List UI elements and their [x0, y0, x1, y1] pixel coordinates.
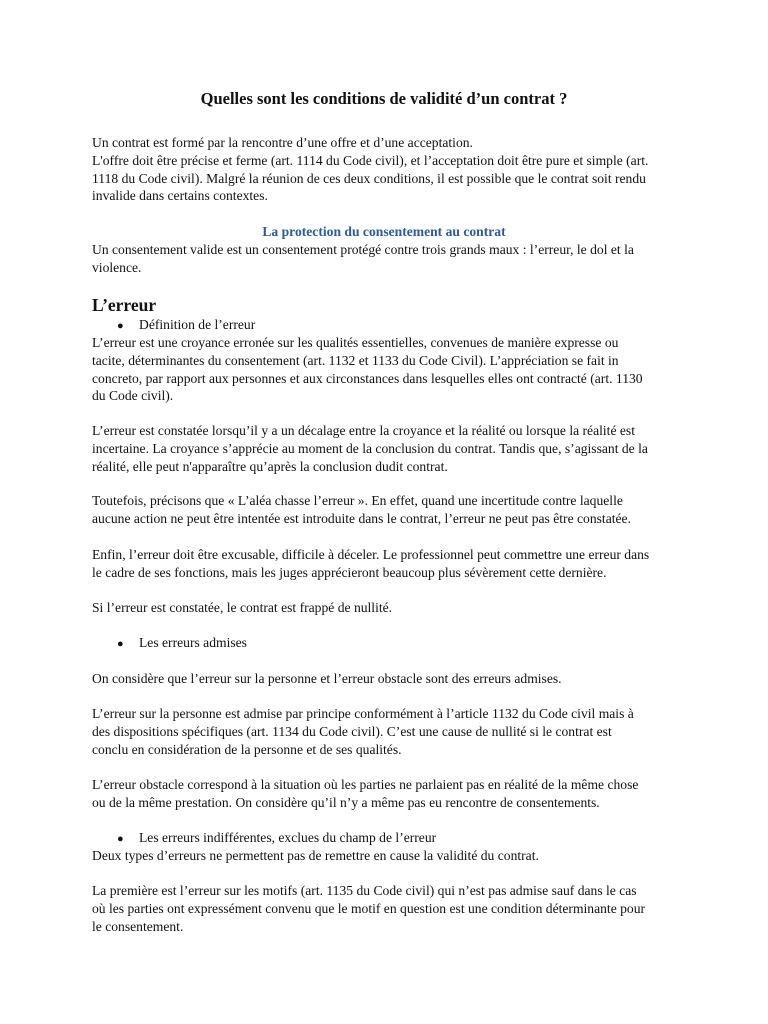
text-line: incertaine. La croyance s’apprécie au moment de la conclusion du contrat. Tandis que, s’agissant de la: [92, 440, 648, 456]
paragraph: [92, 776, 692, 812]
text-line: réalité, elle peut n'apparaître qu’après la conclusion dudit contrat.: [92, 458, 448, 474]
bullet-definition: [117, 316, 255, 336]
text-line: invalide dans certains contextes.: [92, 188, 268, 204]
paragraph: [92, 599, 692, 617]
bullet-label: Les erreurs admises: [139, 635, 247, 650]
paragraph: [92, 847, 692, 865]
text-line: le cadre de ses fonctions, mais les juges apprécieront beaucoup plus sévèrement cette dernière.: [92, 564, 607, 580]
bullet-label: Définition de l’erreur: [139, 317, 256, 332]
text-line: conclu en considération de la personne et de ses qualités.: [92, 741, 402, 757]
text-line: Un contrat est formé par la rencontre d’une offre et d’une acceptation.: [92, 135, 473, 150]
text-line: Enfin, l’erreur doit être excusable, difficile à déceler. Le professionnel peut commettre une erreur dans: [92, 547, 650, 562]
text-line: où les parties ont expressément convenu que le motif en question est une condition déterminante pour: [92, 900, 646, 916]
text-line: L’erreur est une croyance erronée sur les qualités essentielles, convenues de manière expresse ou: [92, 335, 619, 350]
text-line: Un consentement valide est un consentement protégé contre trois grands maux : l’erreur, le dol et la: [92, 242, 634, 257]
paragraph: [92, 334, 692, 405]
text-line: L’erreur est constatée lorsqu’il y a un décalage entre la croyance et la réalité ou lorsque la réalité est: [92, 423, 635, 438]
page-title: Quelles sont les conditions de validité d’un contrat ?: [200, 89, 568, 108]
bullet-icon: ●: [117, 833, 124, 845]
text-line: concreto, par rapport aux personnes et aux circonstances dans lesquelles elles ont contracté (art. 1130: [92, 370, 643, 386]
text-line: des dispositions spécifiques (art. 1134 du Code civil). C’est une cause de nullité si le contrat est: [92, 723, 612, 739]
paragraph: [92, 422, 692, 475]
paragraph: [92, 882, 692, 935]
bullet-icon: ●: [117, 638, 124, 650]
text-line: du Code civil).: [92, 388, 174, 404]
text-line: aucune action ne peut être intentée est introduite dans le contrat, l’erreur ne peut pas être constatée.: [92, 510, 631, 526]
text-line: Si l’erreur est constatée, le contrat est frappé de nullité.: [92, 600, 393, 615]
paragraph: [92, 670, 692, 688]
paragraph: [92, 492, 692, 528]
text-line: L'offre doit être précise et ferme (art. 1114 du Code civil), et l’acceptation doit être pure et simple (art.: [92, 152, 649, 168]
text-line: L’erreur obstacle correspond à la situation où les parties ne parlaient pas en réalité de la même chose: [92, 777, 639, 792]
bullet-icon: ●: [117, 320, 124, 332]
erreur-heading: L’erreur: [92, 295, 157, 315]
text-line: L’erreur sur la personne est admise par principe conformément à l’article 1132 du Code civil mais à: [92, 706, 634, 721]
bullet-erreurs-admises: [117, 634, 247, 654]
text-line: ou de la même prestation. On considère qu’il n’y a même pas eu rencontre de consentements.: [92, 794, 600, 810]
section-heading: La protection du consentement au contrat: [262, 224, 506, 239]
intro-paragraph: [92, 134, 692, 205]
text-line: 1118 du Code civil). Malgré la réunion de ces deux conditions, il est possible que le contrat soit rendu: [92, 170, 646, 186]
text-line: Toutefois, précisons que « L’aléa chasse l’erreur ». En effet, quand une incertitude contre laquelle: [92, 493, 623, 508]
text-line: Deux types d’erreurs ne permettent pas de remettre en cause la validité du contrat.: [92, 848, 539, 863]
bullet-erreurs-indifferentes: [117, 829, 436, 849]
bullet-label: Les erreurs indifférentes, exclues du champ de l’erreur: [139, 830, 437, 845]
paragraph: [92, 705, 692, 758]
text-line: le consentement.: [92, 918, 184, 934]
paragraph: [92, 546, 692, 582]
text-line: violence.: [92, 259, 142, 275]
text-line: On considère que l’erreur sur la personne et l’erreur obstacle sont des erreurs admises.: [92, 671, 562, 686]
text-line: tacite, déterminantes du consentement (art. 1132 et 1133 du Code Civil). L’appréciation se fait in: [92, 352, 619, 368]
section-intro-paragraph: [92, 241, 692, 277]
text-line: La première est l’erreur sur les motifs (art. 1135 du Code civil) qui n’est pas admise sauf dans le cas: [92, 883, 637, 898]
